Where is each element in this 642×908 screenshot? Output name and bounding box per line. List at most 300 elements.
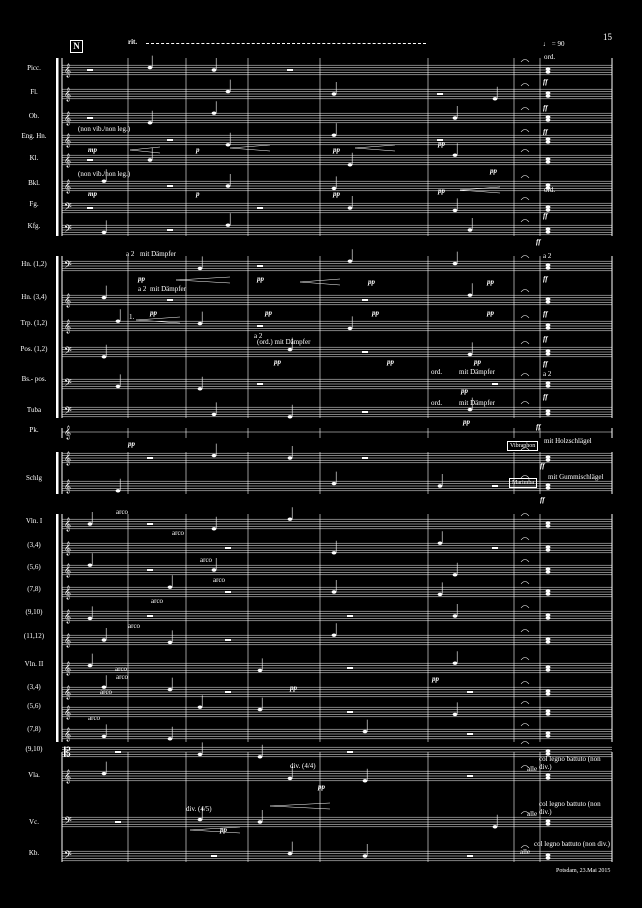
ritardando-marking: rit. <box>128 38 138 46</box>
note-head <box>198 387 203 390</box>
dynamic-pp: pp <box>290 684 297 692</box>
dynamic-pp: pp <box>318 783 325 791</box>
rest-mark <box>467 855 473 857</box>
hairpin <box>130 147 160 153</box>
clef-glyph: 𝄞 <box>64 685 72 699</box>
col-legno-note: col legno battuto (non div.) <box>539 800 601 816</box>
dynamic-pp: pp <box>257 275 264 283</box>
note-head <box>546 613 551 616</box>
instrument-label: (3,4) <box>27 683 41 691</box>
technique-note: (non vib./non leg.) <box>78 170 131 178</box>
rest-mark <box>147 569 153 571</box>
fermata <box>521 220 529 223</box>
hairpin <box>460 187 500 193</box>
arco-note: arco <box>116 508 129 516</box>
note-head <box>546 118 551 121</box>
note-head <box>546 352 551 355</box>
fermata <box>521 198 529 201</box>
instrument-label: (5,6) <box>27 563 41 571</box>
note-head <box>546 486 551 489</box>
clef-glyph: 𝄞 <box>64 609 72 623</box>
note-head <box>546 384 551 387</box>
rest-mark <box>287 69 293 71</box>
rest-mark <box>347 667 353 669</box>
note-head <box>258 669 263 672</box>
clef-glyph: 𝄞 <box>64 727 72 741</box>
note-head <box>546 409 551 412</box>
instrument-label: Vla. <box>28 771 40 779</box>
note-head <box>198 322 203 325</box>
note-head <box>288 852 293 855</box>
note-head <box>168 586 173 589</box>
rest-mark <box>225 591 231 593</box>
note-head <box>546 734 551 737</box>
dynamic-pp: pp <box>490 167 497 175</box>
technique-note: ord. <box>544 53 556 61</box>
note-head <box>116 320 121 323</box>
note-head <box>546 668 551 671</box>
place-date-footer: Potsdam, 23.Mai 2015 <box>556 868 611 874</box>
instrument-label: Tuba <box>26 406 42 414</box>
note-head <box>212 68 217 71</box>
note-head <box>546 689 551 692</box>
rest-mark <box>147 615 153 617</box>
dynamic-pp: pp <box>461 387 468 395</box>
instrument-label: Pos. (1,2) <box>20 345 48 353</box>
note-head <box>468 228 473 231</box>
note-head <box>198 753 203 756</box>
dynamic-pp: pp <box>220 826 227 834</box>
note-head <box>453 662 458 665</box>
note-head <box>546 524 551 527</box>
dynamic-ff: ff <box>540 496 545 504</box>
fermata <box>521 538 529 541</box>
instrument-label: Eng. Hn. <box>21 132 47 140</box>
instrument-label: Pk. <box>29 426 39 434</box>
system-bracket <box>56 452 59 494</box>
note-head <box>102 355 107 358</box>
instrument-label: Vc. <box>29 818 39 826</box>
dynamic-pp: pp <box>138 275 145 283</box>
rest-mark <box>147 457 153 459</box>
note-head <box>102 735 107 738</box>
rest-mark <box>257 207 263 209</box>
alle-note: alle <box>527 765 538 773</box>
fermata <box>521 316 529 319</box>
instrument-label: Kfg. <box>27 222 41 230</box>
dynamic-ff: ff <box>536 238 541 246</box>
instrument-label: Bkl. <box>28 179 40 187</box>
alle-note: alle <box>527 810 538 818</box>
arco-note: arco <box>100 688 113 696</box>
note-head <box>546 300 551 303</box>
note-head <box>226 143 231 146</box>
note-head <box>212 112 217 115</box>
note-head <box>148 121 153 124</box>
note-head <box>168 737 173 740</box>
dynamic-pp: pp <box>372 309 379 317</box>
hairpin <box>230 145 270 151</box>
divisi-note: a 2 <box>543 252 552 260</box>
clef-glyph: 𝄞 <box>64 517 72 531</box>
rest-mark <box>87 207 93 209</box>
note-head <box>198 267 203 270</box>
clef-glyph: 𝄞 <box>64 705 72 719</box>
instrument-label: Fl. <box>30 88 38 96</box>
clef-glyph: 𝄞 <box>64 133 72 147</box>
note-head <box>546 326 551 329</box>
note-head <box>546 297 551 300</box>
clef-glyph: 𝄞 <box>64 541 72 555</box>
note-head <box>546 749 551 752</box>
note-head <box>546 94 551 97</box>
note-head <box>88 522 93 525</box>
rest-mark <box>467 733 473 735</box>
arco-note: arco <box>200 556 213 564</box>
instrument-label: Bs.- pos. <box>21 375 47 383</box>
clef-glyph: 𝄞 <box>64 585 72 599</box>
dynamic-pp: pp <box>438 187 445 195</box>
note-head <box>546 263 551 266</box>
fermata <box>521 342 529 345</box>
note-head <box>363 779 368 782</box>
dynamic-pp: pp <box>387 358 394 366</box>
note-head <box>546 230 551 233</box>
instrument-label: (9,10) <box>25 745 43 753</box>
note-head <box>546 323 551 326</box>
divisi-note: a 2 <box>254 332 263 340</box>
note-head <box>546 616 551 619</box>
fermata <box>521 374 529 377</box>
instrument-label: Hn. (1,2) <box>21 260 47 268</box>
instrument-label: Trp. (1,2) <box>20 319 48 327</box>
clef-glyph: 𝄢 <box>64 405 72 419</box>
rest-mark <box>225 691 231 693</box>
note-head <box>258 708 263 711</box>
instrument-label: Hn. (3,4) <box>21 293 47 301</box>
fermata <box>521 150 529 153</box>
rest-mark <box>492 547 498 549</box>
note-head <box>348 327 353 330</box>
note-head <box>102 772 107 775</box>
note-head <box>546 205 551 208</box>
dynamic-pp: pp <box>487 309 494 317</box>
note-head <box>546 548 551 551</box>
dynamic-pp: pp <box>487 278 494 286</box>
fermata <box>521 606 529 609</box>
instrument-label: Fg. <box>29 200 39 208</box>
fermata <box>521 742 529 745</box>
clef-glyph: 𝄞 <box>64 111 72 125</box>
clef-glyph: 𝄞 <box>64 179 72 193</box>
instrument-label: (11,12) <box>23 632 45 640</box>
rest-mark <box>167 139 173 141</box>
instrument-label: (5,6) <box>27 702 41 710</box>
clef-glyph: 𝄞 <box>64 563 72 577</box>
dynamic-pp: pp <box>474 358 481 366</box>
divisi-note: a 2 <box>126 250 135 258</box>
note-head <box>546 712 551 715</box>
fermata <box>521 130 529 133</box>
technique-note: ord. <box>431 368 443 376</box>
hairpin <box>270 803 330 809</box>
note-head <box>332 482 337 485</box>
note-head <box>258 755 263 758</box>
instrument-label: Kl. <box>29 154 39 162</box>
fermata <box>521 658 529 661</box>
clef-glyph: 𝄞 <box>64 769 72 783</box>
note-head <box>453 209 458 212</box>
dynamic-pp: pp <box>274 358 281 366</box>
note-head <box>546 381 551 384</box>
note-head <box>546 483 551 486</box>
note-head <box>348 163 353 166</box>
note-head <box>546 455 551 458</box>
instrument-label: Picc. <box>27 64 41 72</box>
dynamic-p: p <box>196 146 200 154</box>
hairpin <box>136 317 180 323</box>
note-head <box>453 154 458 157</box>
note-head <box>546 853 551 856</box>
rest-mark <box>167 299 173 301</box>
divisi-note: a 2 <box>543 370 552 378</box>
clef-glyph: 𝄢 <box>64 259 72 273</box>
note-head <box>493 825 498 828</box>
col-legno-note: col legno battuto (non div.) <box>534 840 610 848</box>
rest-mark <box>467 691 473 693</box>
note-head <box>288 777 293 780</box>
note-head <box>546 157 551 160</box>
tempo-marking: ♩ = 90 <box>543 40 565 48</box>
mute-note: mit Dämpfer <box>459 399 495 407</box>
note-head <box>546 822 551 825</box>
rest-mark <box>492 485 498 487</box>
arco-note: arco <box>151 597 164 605</box>
fermata <box>521 682 529 685</box>
dynamic-pp: pp <box>463 418 470 426</box>
rest-mark <box>257 383 263 385</box>
rest-mark <box>167 229 173 231</box>
note-head <box>168 641 173 644</box>
dynamic-ff: ff <box>543 212 548 220</box>
instrument-label: Vln. II <box>24 660 44 668</box>
clef-glyph: 𝄞 <box>64 451 72 465</box>
instrument-label: (7,8) <box>27 725 41 733</box>
divisi-note: div. (4/5) <box>186 805 212 813</box>
dynamic-ff: ff <box>543 128 548 136</box>
clef-glyph: 𝄢 <box>64 377 72 391</box>
note-head <box>288 456 293 459</box>
fermata <box>521 256 529 259</box>
note-head <box>226 184 231 187</box>
fermata <box>521 290 529 293</box>
dynamic-ff: ff <box>536 423 541 431</box>
note-head <box>198 706 203 709</box>
note-head <box>546 665 551 668</box>
fermata <box>521 108 529 111</box>
mute-note: mit Dämpfer <box>150 285 186 293</box>
rest-mark <box>362 411 368 413</box>
rest-mark <box>347 711 353 713</box>
note-head <box>332 134 337 137</box>
note-head <box>546 570 551 573</box>
note-head <box>453 614 458 617</box>
dynamic-pp: pp <box>150 309 157 317</box>
note-head <box>546 458 551 461</box>
note-head <box>546 819 551 822</box>
fermata <box>521 84 529 87</box>
note-head <box>226 224 231 227</box>
note-head <box>546 709 551 712</box>
technique-note: ord. <box>431 399 443 407</box>
dynamic-ff: ff <box>543 78 548 86</box>
note-head <box>363 730 368 733</box>
clef-glyph: 𝄢 <box>64 815 72 829</box>
dynamic-mp: mp <box>88 190 97 198</box>
note-head <box>148 158 153 161</box>
instrument-label: (7,8) <box>27 585 41 593</box>
note-head <box>546 731 551 734</box>
note-head <box>438 593 443 596</box>
rest-mark <box>437 93 443 95</box>
dynamic-mp: mp <box>88 146 97 154</box>
rest-mark <box>147 523 153 525</box>
note-head <box>546 637 551 640</box>
note-head <box>546 567 551 570</box>
clef-glyph: 𝄞 <box>64 425 72 439</box>
dynamic-ff: ff <box>543 275 548 283</box>
rest-mark <box>362 351 368 353</box>
note-head <box>453 573 458 576</box>
rest-mark <box>115 751 121 753</box>
note-head <box>546 776 551 779</box>
note-head <box>546 70 551 73</box>
divisi-note: a 2 <box>138 285 147 293</box>
fermata <box>521 60 529 63</box>
note-head <box>88 617 93 620</box>
dynamic-pp: pp <box>432 675 439 683</box>
mallet-note: mit Gummischlägel <box>548 473 604 481</box>
arco-note: arco <box>88 714 101 722</box>
note-head <box>332 551 337 554</box>
note-head <box>453 713 458 716</box>
note-head <box>546 589 551 592</box>
dynamic-ff: ff <box>543 104 548 112</box>
clef-glyph: 𝄞 <box>64 479 72 493</box>
rest-mark <box>87 159 93 161</box>
note-head <box>546 521 551 524</box>
note-head <box>332 634 337 637</box>
note-head <box>546 349 551 352</box>
system-bracket <box>56 256 59 418</box>
clef-glyph: 𝄡 <box>64 745 71 759</box>
marimba-box: Marimba <box>509 478 537 488</box>
note-head <box>102 231 107 234</box>
instrument-label: Vln. I <box>25 517 43 525</box>
note-head <box>546 640 551 643</box>
dynamic-p: p <box>196 190 200 198</box>
note-head <box>212 527 217 530</box>
dynamic-pp: pp <box>128 440 135 448</box>
rest-mark <box>347 751 353 753</box>
rest-mark <box>467 775 473 777</box>
note-head <box>226 90 231 93</box>
note-head <box>546 140 551 143</box>
part-number: 1. <box>129 313 135 321</box>
note-head <box>288 518 293 521</box>
dynamic-pp: pp <box>333 190 340 198</box>
note-head <box>102 638 107 641</box>
dynamic-ff: ff <box>540 462 545 470</box>
note-head <box>546 545 551 548</box>
rest-mark <box>362 457 368 459</box>
note-head <box>546 692 551 695</box>
note-head <box>546 856 551 859</box>
dynamic-pp: pp <box>438 140 445 148</box>
hairpin <box>190 827 240 833</box>
note-head <box>148 66 153 69</box>
note-head <box>546 91 551 94</box>
note-head <box>438 542 443 545</box>
note-head <box>546 592 551 595</box>
note-head <box>332 590 337 593</box>
note-head <box>102 296 107 299</box>
instrument-label: (3,4) <box>27 541 41 549</box>
mallet-note: mit Holzschlägel <box>544 437 592 445</box>
note-head <box>546 67 551 70</box>
clef-glyph: 𝄞 <box>64 293 72 307</box>
note-head <box>88 664 93 667</box>
note-head <box>546 160 551 163</box>
dynamic-pp: pp <box>368 278 375 286</box>
dynamic-pp: pp <box>265 309 272 317</box>
arco-note: arco <box>213 576 226 584</box>
instrument-label: Ob. <box>28 112 40 120</box>
fermata <box>521 402 529 405</box>
hairpin <box>355 145 395 151</box>
note-head <box>212 568 217 571</box>
dynamic-ff: ff <box>543 310 548 318</box>
note-head <box>546 137 551 140</box>
note-head <box>546 773 551 776</box>
clef-glyph: 𝄞 <box>64 633 72 647</box>
mute-note: mit Dämpfer <box>140 250 176 258</box>
note-head <box>116 385 121 388</box>
note-head <box>332 92 337 95</box>
fermata <box>521 176 529 179</box>
clef-glyph: 𝄢 <box>64 849 72 863</box>
note-head <box>363 854 368 857</box>
rest-mark <box>225 547 231 549</box>
divisi-note: div. (4/4) <box>290 762 316 770</box>
arco-note: arco <box>128 622 141 630</box>
technique-note: ord. <box>544 186 556 194</box>
rest-mark <box>211 855 217 857</box>
rest-mark <box>115 821 121 823</box>
note-head <box>116 489 121 492</box>
fermata <box>521 702 529 705</box>
note-head <box>468 353 473 356</box>
note-head <box>546 412 551 415</box>
clef-glyph: 𝄞 <box>64 87 72 101</box>
fermata <box>521 560 529 563</box>
note-head <box>493 97 498 100</box>
arco-note: arco <box>116 673 129 681</box>
rest-mark <box>87 69 93 71</box>
clef-glyph: 𝄞 <box>64 661 72 675</box>
rest-mark <box>347 615 353 617</box>
rehearsal-mark: N <box>70 40 83 53</box>
